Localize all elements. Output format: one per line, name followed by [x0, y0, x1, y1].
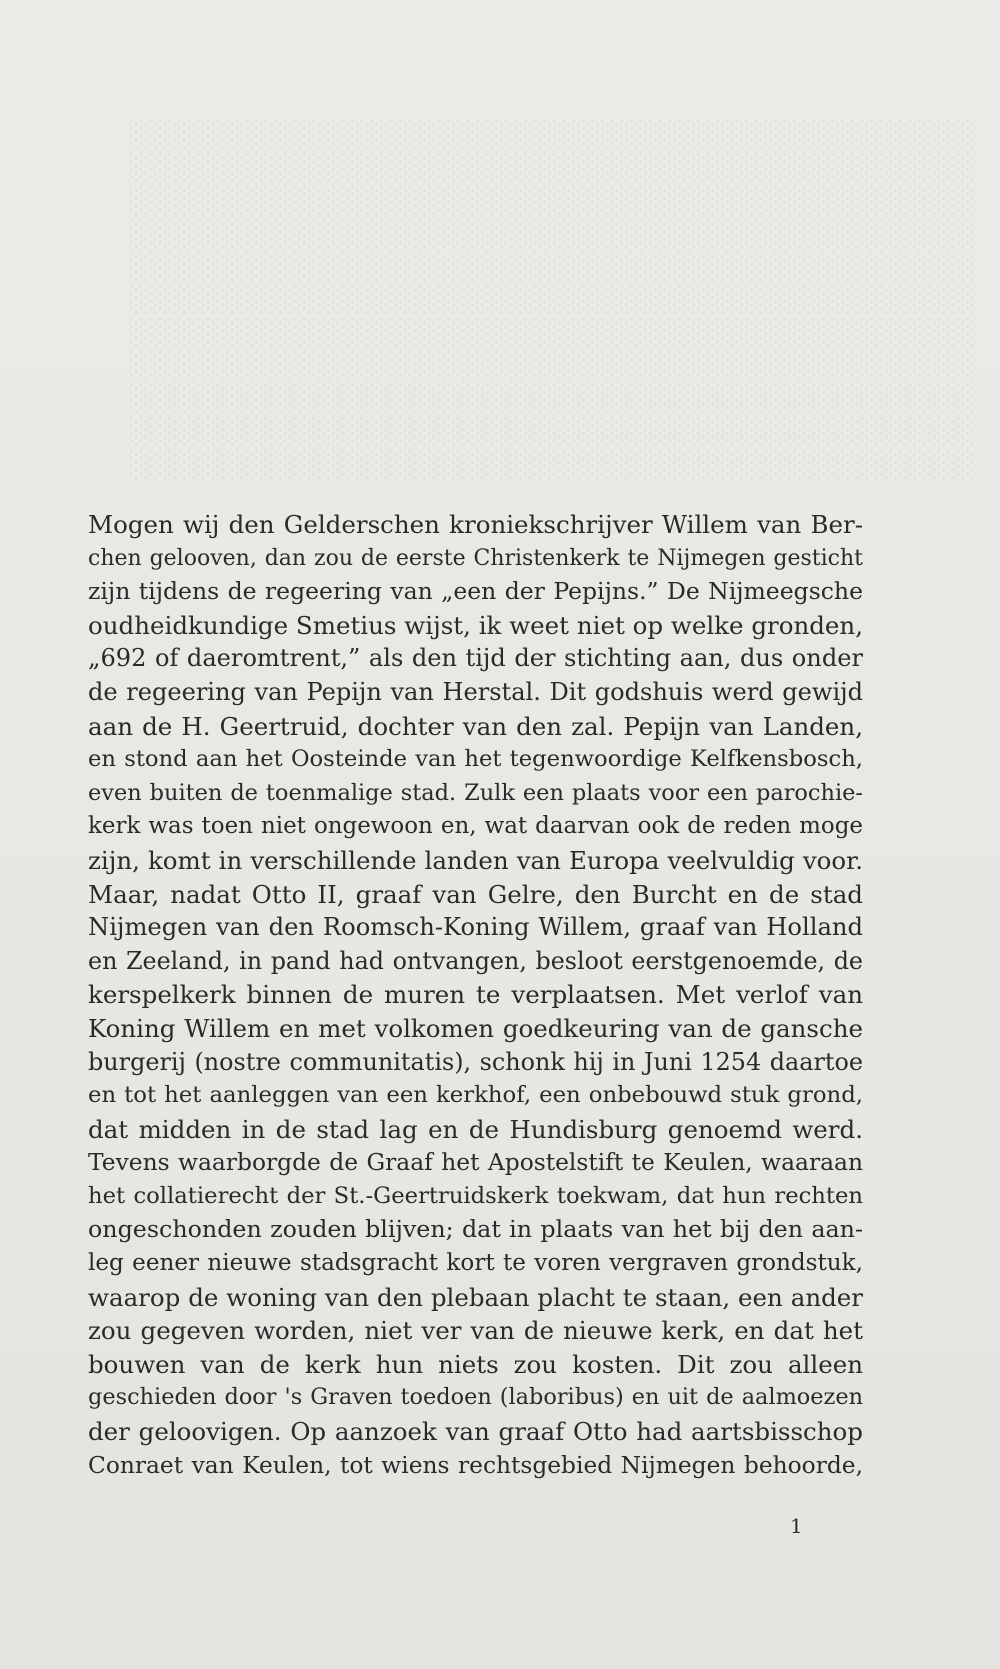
text-line: Koning Willem en met volkomen goedkeuring van de gansche	[88, 1013, 863, 1043]
show-through-texture	[130, 118, 870, 481]
text-line: de regeering van Pepijn van Herstal. Dit godshuis werd gewijd	[88, 677, 863, 706]
text-line: even buiten de toenmalige stad. Zulk een plaats voor een parochie-	[88, 779, 863, 806]
text-line: Tevens waarborgde de Graaf het Apostelstift te Keulen, waaraan	[88, 1148, 863, 1177]
text-line: waarop de woning van den plebaan placht te staan, een ander	[88, 1282, 863, 1312]
text-line: der geloovigen. Op aanzoek van graaf Otto had aartsbisschop	[88, 1417, 863, 1447]
text-line: en Zeeland, in pand had ontvangen, besloot eerstgenoemde, de	[88, 946, 863, 975]
text-line: geschieden door 's Graven toedoen (laboribus) en uit de aalmoezen	[88, 1384, 863, 1411]
text-line: aan de H. Geertruid, dochter van den zal. Pepijn van Landen,	[88, 711, 863, 741]
text-line: chen gelooven, dan zou de eerste Christenkerk te Nijmegen gesticht	[88, 545, 863, 571]
text-line: burgerij (nostre communitatis), schonk hij in Juni 1254 daartoe	[88, 1047, 863, 1076]
text-line: oudheidkundige Smetius wijst, ik weet niet op welke gronden,	[88, 610, 863, 640]
text-line: zijn, komt in verschillende landen van Europa veelvuldig voor.	[88, 845, 863, 875]
text-line: Conraet van Keulen, tot wiens rechtsgebied Nijmegen behoorde,	[88, 1451, 863, 1479]
text-line: ongeschonden zouden blijven; dat in plaats van het bij den aan-	[88, 1215, 863, 1244]
text-line: Mogen wij den Gelderschen kroniekschrijver Willem van Ber-	[88, 510, 863, 539]
text-line: kerk was toen niet ongewoon en, wat daarvan ook de reden moge	[88, 813, 863, 840]
text-line: Maar, nadat Otto II, graaf van Gelre, den Burcht en de stad	[88, 879, 863, 909]
text-line: zijn tijdens de regeering van „een der Pepijns.” De Nijmeegsche	[88, 577, 863, 606]
page-number: 1	[790, 1514, 803, 1538]
text-line: bouwen van de kerk hun niets zou kosten. Dit zou alleen	[88, 1349, 863, 1379]
text-line: het collatierecht der St.-Geertruidskerk toekwam, dat hun rechten	[88, 1182, 863, 1209]
text-line: zou gegeven worden, niet ver van de nieuwe kerk, en dat het	[88, 1316, 863, 1346]
text-line: dat midden in de stad lag en de Hundisburg genoemd werd.	[88, 1114, 863, 1144]
body-paragraph	[88, 508, 863, 1482]
text-line: en tot het aanleggen van een kerkhof, een onbebouwd stuk grond,	[88, 1082, 863, 1109]
text-line: kerspelkerk binnen de muren te verplaatsen. Met verlof van	[88, 980, 863, 1010]
text-line: leg eener nieuwe stadsgracht kort te voren vergraven grondstuk,	[88, 1250, 863, 1277]
text-line: Nijmegen van den Roomsch-Koning Willem, graaf van Holland	[88, 913, 863, 942]
text-line: „692 of daeromtrent,” als den tijd der stichting aan, dus onder	[88, 644, 863, 673]
text-line: en stond aan het Oosteinde van het tegenwoordige Kelfkensbosch,	[88, 746, 863, 773]
